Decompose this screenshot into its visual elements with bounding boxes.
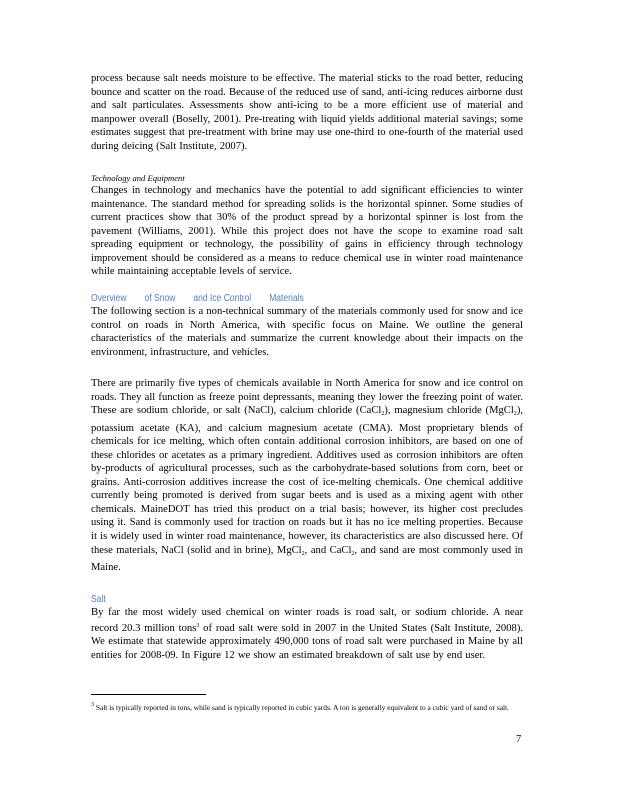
overview-heading-word-2: of Snow [144,293,176,304]
footnote-ref: 3 [196,622,200,629]
footnote [91,700,523,714]
technology-text: Changes in technology and mechanics have the potential to add significant efficiencies to winter maintenance. The standard method for spreading solids is the horizontal spinner. Some studies of current practices show that 30% of the product spread by a horizontal spinner is lost from the pavement (Williams, 2001). While this project does not have the scope to examine road salt spreading equipment or technology, the possibility of gains in efficiency through technology improvement should be considered as a means to reduce chemical use in winter road maintenance while maintaining acceptable levels of service. [91,185,523,278]
anti-icing-text: process because salt needs moisture to be effective. The material sticks to the road better, reducing bounce and scatter on the road. Because of the reduced use of sand, anti-icing reduces airborne dust and salt particulates. Assessments show anti-icing to be a more efficient use of material and manpower overall (Boselly, 2001). Pre-treating with liquid yields additional material savings; some estimates suggest that pre-treatment with brine may use one-third to one-fourth of the material used during deicing (Salt Institute, 2007). [91,73,523,152]
overview-heading-word-3: and Ice Control [193,293,252,304]
section-technology [91,172,523,279]
chemicals-text: There are primarily five types of chemicals available in North America for snow and ice control on roads. They all function as freeze point depressants, meaning they lower the freezing point of water. These are sodium chloride, or salt (NaCl), calcium chloride (CaCl$_2$), magnesium chloride (MgCl$_2$), potassium acetate (KA), and calcium magnesium acetate (CMA). Most proprietary blends of chemicals for ice melting, which often contain additional corrosion inhibitors, are based on one of these chlorides or acetates as a primary ingredient. Additives used as corrosion inhibitors are often by-products of agricultural processes, such as the carbohydrate-based solutions from corn, beet or grains. Anti-corrosion additives increase the cost of ice-melting chemicals. One chemical additive currently being promoted is derived from sugar beets and is used as a mixing agent with other chemicals. MaineDOT has tried this product on a trial basis; however, its higher cost precludes using it. Sand is commonly used for traction on roads but it has no ice melting properties. Because it is widely used in winter road maintenance, however, its characteristics are also discussed here. Of these materials, NaCl (solid and in brine), MgCl$_2$, and CaCl$_2$, and sand are most commonly used in Maine. [91,378,523,574]
overview-heading-word-4: Materials [269,293,304,304]
footnote-text: Salt is typically reported in tons, while sand is typically reported in cubic yards. A ton is generally equivalent to a cubic yard of sand or salt. [94,703,510,712]
paragraph-anti-icing [91,72,523,153]
technology-subheading: Technology and Equipment [91,173,185,183]
section-overview [91,292,523,359]
salt-text: By far the most widely used chemical on winter roads is road salt, or sodium chloride. A near record 20.3 million tons$^3$ of road salt were sold in 2007 in the United States (Salt Institute, 2008). We estimate that statewide approximately 490,000 tons of road salt were purchased in Maine by all entities for 2008-09. In Figure 12 we show an estimated breakdown of salt use by end user. [91,607,523,661]
footnote-rule [91,694,206,695]
overview-heading-word-1: Overview [91,293,127,304]
overview-heading [91,292,445,305]
paragraph-chemicals [91,377,523,575]
salt-heading: Salt [91,594,106,605]
section-salt [91,593,523,662]
footnote-mark: 3 [91,702,94,708]
overview-text: The following section is a non-technical summary of the materials commonly used for snow and ice control on roads in North America, with specific focus on Maine. We outline the general characteristics of the materials and summarize the current knowledge about their impacts on the environment, infrastructure, and vehicles. [91,306,523,358]
page-number: 7 [516,734,522,745]
